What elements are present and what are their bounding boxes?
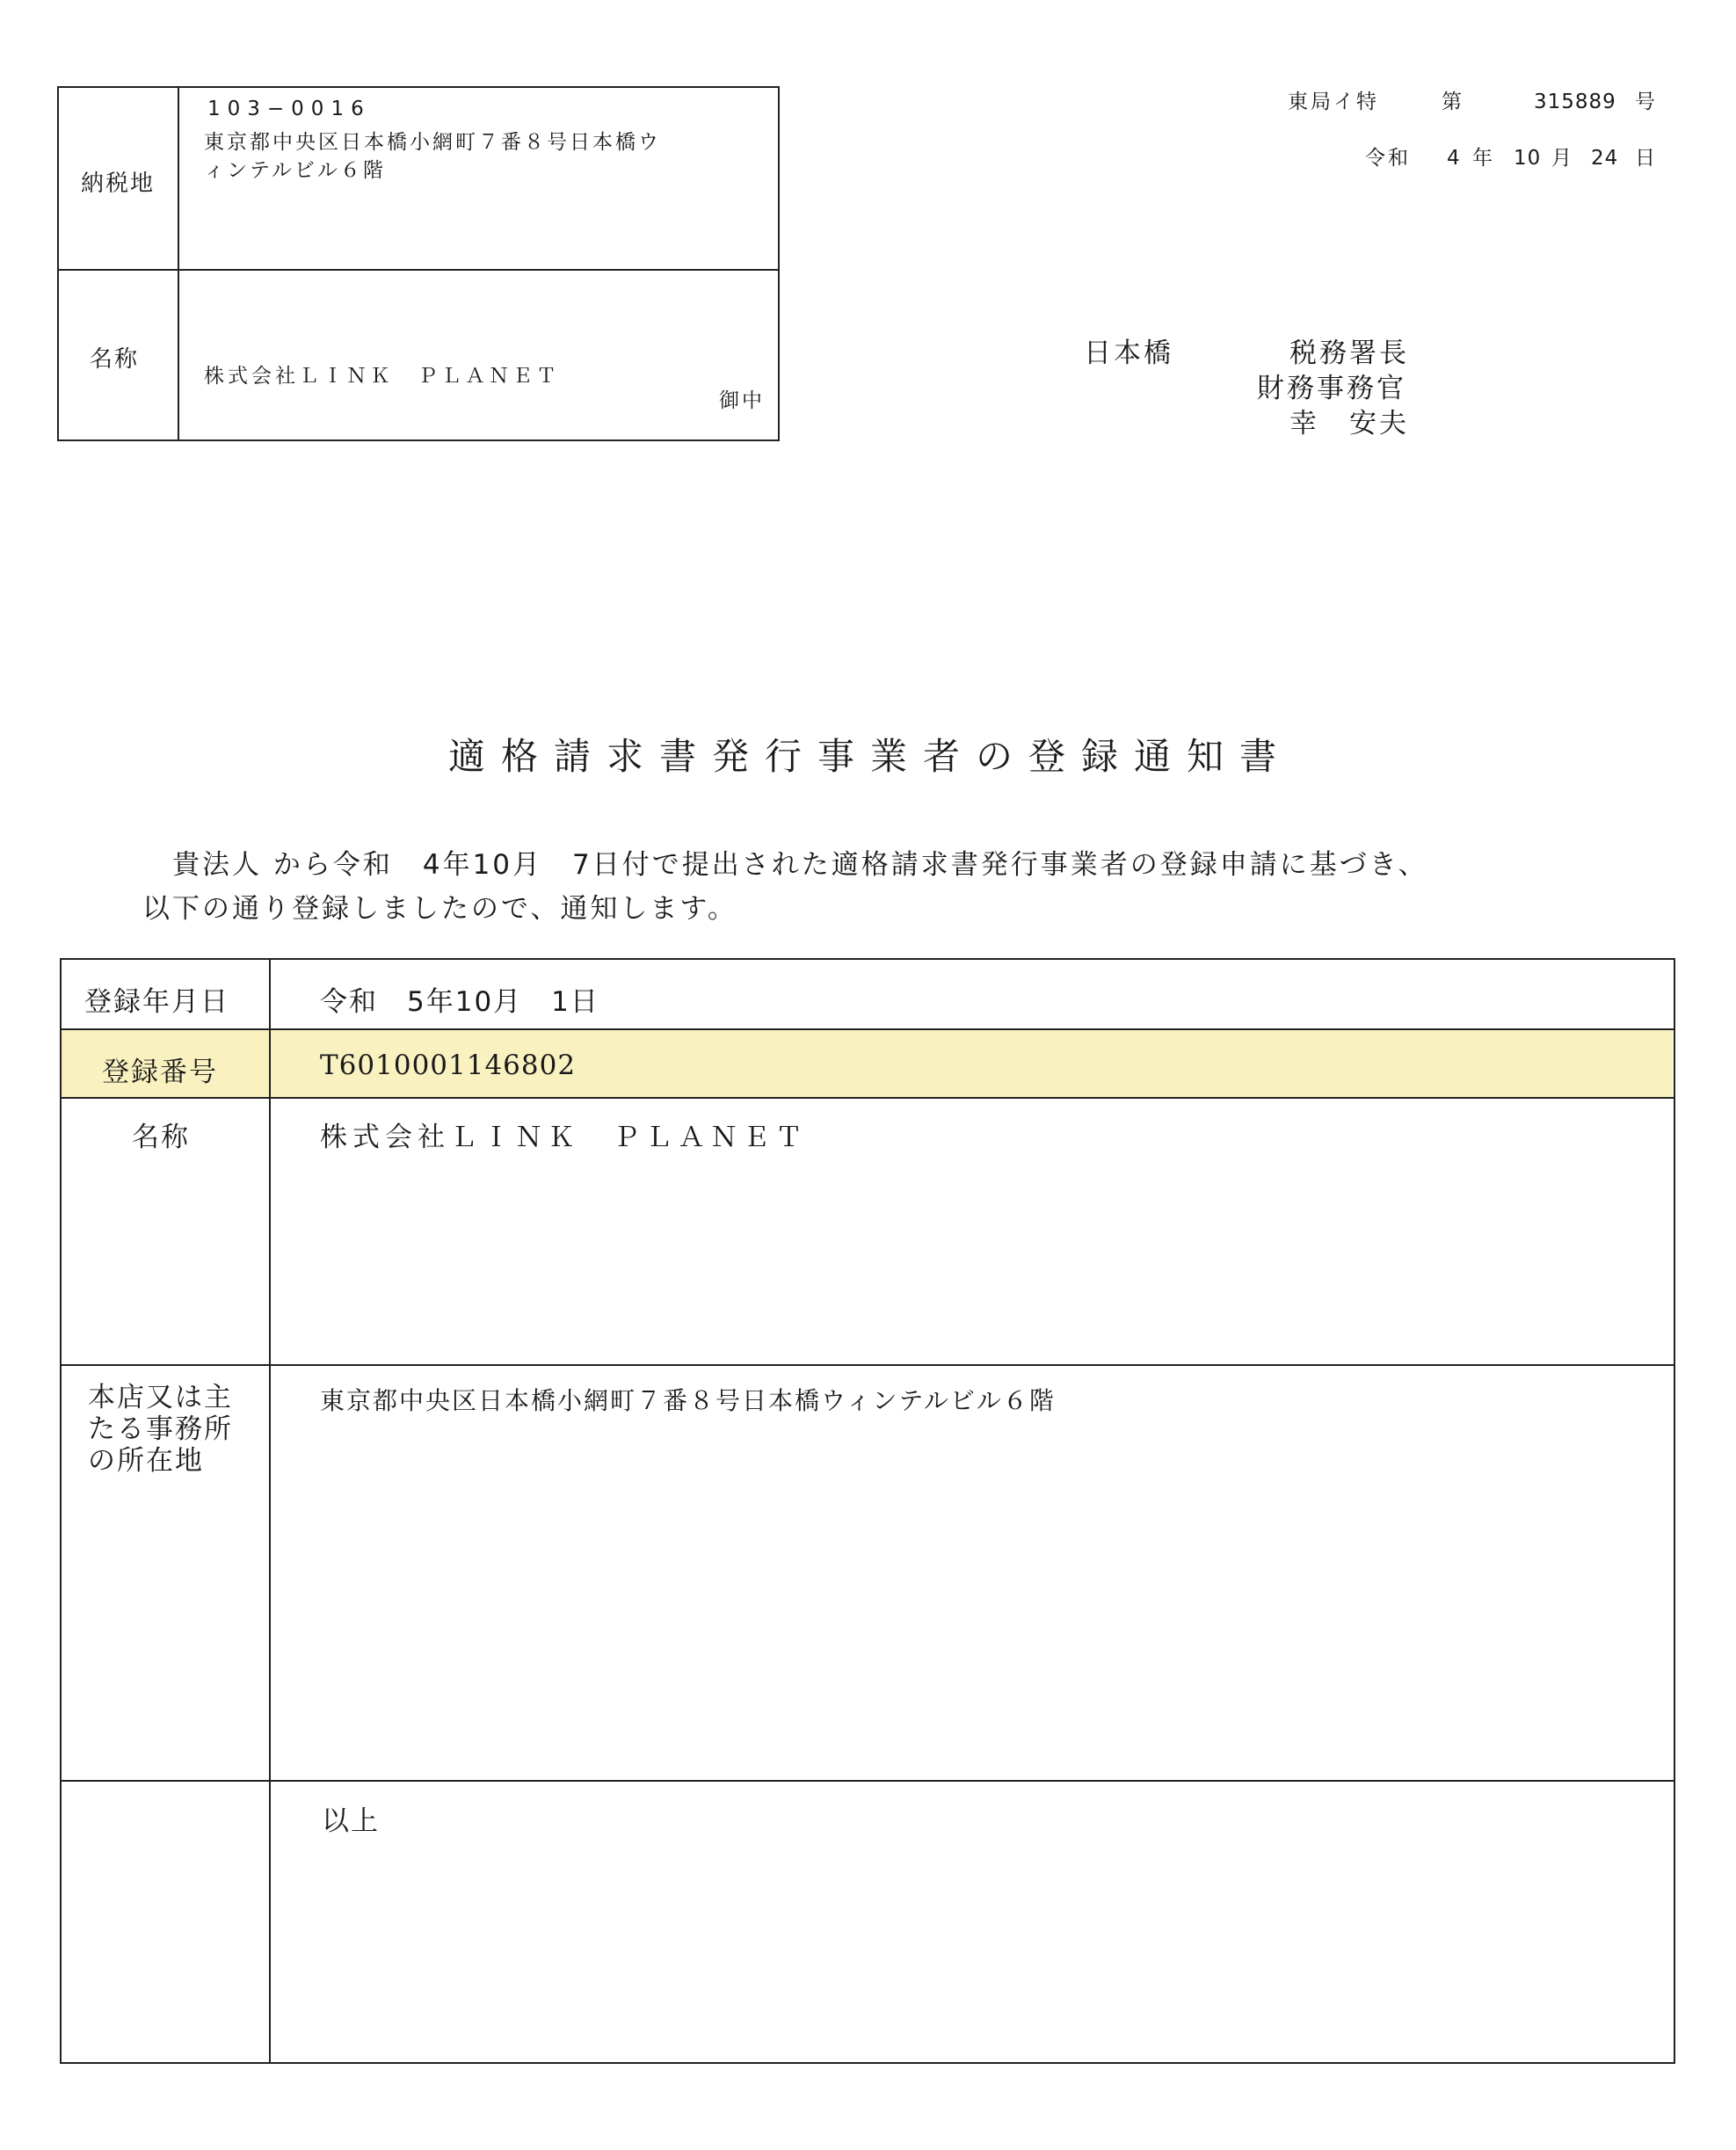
doc-number-dai: 第 [1442, 91, 1464, 113]
intro-line-1: 貴法人 から令和 4年10月 7日付で提出された適格請求書発行事業者の登録申請に基づき、 [172, 849, 1428, 881]
name-row-label: 名称 [132, 1122, 190, 1153]
address-line-1: 東京都中央区日本橋小網町７番８号日本橋ウ [204, 131, 661, 154]
address-line-2: ィンテルビル６階 [204, 159, 386, 182]
doc-number-prefix: 東局イ特 [1288, 91, 1379, 113]
head-office-label-line-2: たる事務所 [88, 1413, 233, 1445]
head-office-label-line-1: 本店又は主 [88, 1382, 233, 1413]
date-year: 4 [1447, 147, 1463, 170]
date-day: 24 [1591, 147, 1619, 170]
date-month: 10 [1514, 147, 1542, 170]
table-row-divider-1 [60, 1028, 1675, 1030]
table-row-divider-3 [60, 1364, 1675, 1366]
name-label: 名称 [90, 346, 140, 373]
head-office-address-value: 東京都中央区日本橋小網町７番８号日本橋ウィンテルビル６階 [320, 1386, 1056, 1415]
closing-value: 以上 [322, 1805, 380, 1837]
taxplace-label: 納税地 [81, 171, 156, 197]
date-era: 令和 [1365, 147, 1411, 170]
registration-table [60, 958, 1675, 2064]
registration-date-label: 登録年月日 [84, 986, 229, 1018]
issuer-office: 日本橋 [1084, 338, 1173, 369]
intro-line-2: 以下の通り登録しましたので、通知します。 [142, 893, 737, 925]
doc-number-go: 号 [1635, 91, 1658, 113]
issuer-title-1: 税務署長 [1289, 338, 1409, 369]
date-year-unit: 年 [1472, 147, 1495, 170]
registration-number-value: T6010001146802 [320, 1050, 577, 1081]
honorific: 御中 [719, 389, 765, 412]
issuer-person: 幸 安夫 [1289, 408, 1409, 439]
address-box-divider-horizontal [57, 269, 780, 271]
table-row-divider-2 [60, 1097, 1675, 1099]
name-row-value: 株式会社ＬＩＮＫ ＰＬＡＮＥＴ [320, 1122, 808, 1153]
registration-date-value: 令和 5年10月 1日 [320, 986, 599, 1018]
document-title: 適格請求書発行事業者の登録通知書 [448, 735, 1293, 778]
date-day-unit: 日 [1635, 147, 1658, 170]
head-office-label-line-3: の所在地 [88, 1445, 204, 1477]
table-row-divider-4 [60, 1780, 1675, 1782]
address-box-divider-vertical [178, 86, 179, 441]
postal-code: 103−0016 [207, 98, 371, 120]
date-month-unit: 月 [1551, 147, 1574, 170]
registration-number-label: 登録番号 [102, 1057, 218, 1088]
company-name: 株式会社ＬＩＮＫ ＰＬＡＮＥＴ [204, 365, 560, 388]
table-column-divider [269, 958, 271, 2064]
issuer-title-2: 財務事務官 [1257, 373, 1406, 404]
doc-number: 315889 [1534, 91, 1616, 113]
